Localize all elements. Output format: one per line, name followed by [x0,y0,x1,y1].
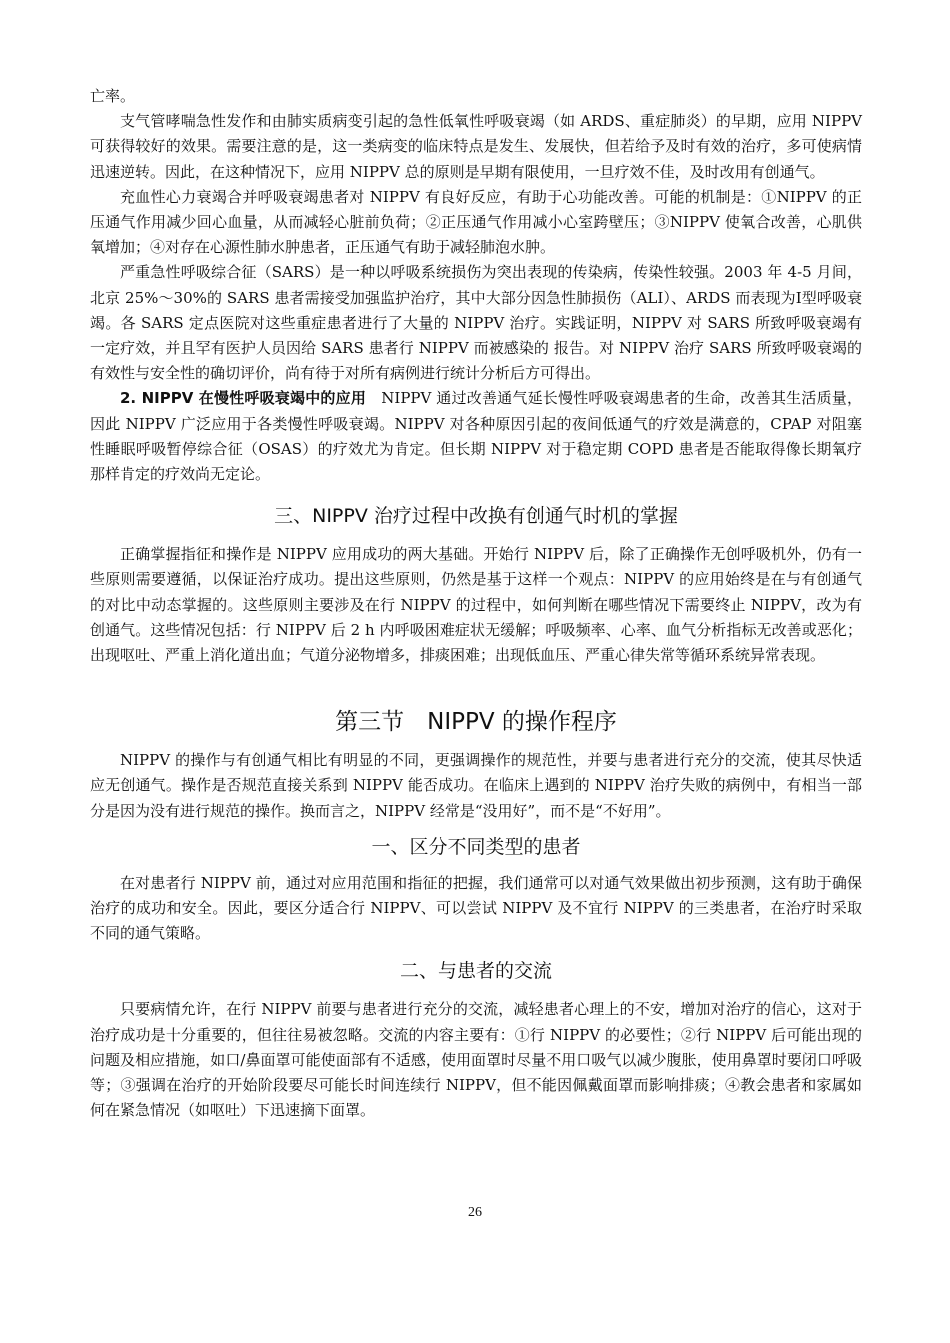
paragraph: 严重急性呼吸综合征（SARS）是一种以呼吸系统损伤为突出表现的传染病，传染性较强。2003 年 4-5 月间，北京 25%～30%的 SARS 患者需接受加强监护治疗，其中大部分因急性肺损伤（ALI）、ARDS 而表现为Ⅰ型呼吸衰竭。各 SARS 定点医院对这些重症患者进行了大量的 NIPPV 治疗。实践证明，NIPPV 对 SARS 所致呼吸衰竭有一定疗效，并且罕有医护人员因给 SARS 患者行 NIPPV 而被感染的 报告。对 NIPPV 治疗 SARS 所致呼吸衰竭的有效性与安全性的确切评价，尚有待于对所有病例进行统计分析后方可得出。 [90,263,862,383]
section-heading: 一、区分不同类型的患者 [371,835,581,858]
paragraph: NIPPV 的操作与有创通气相比有明显的不同，更强调操作的规范性，并要与患者进行充分的交流，使其尽快适应无创通气。操作是否规范直接关系到 NIPPV 能否成功。在临床上遇到的 NIPPV 治疗失败的病例中，有相当一部分是因为没有进行规范的操作。换而言之，NIPPV 经常是“没用好”，而不是“不好用”。 [90,751,862,820]
page-content [90,84,862,1124]
section-heading: 二、与患者的交流 [399,960,552,983]
paragraph: 支气管哮喘急性发作和由肺实质病变引起的急性低氧性呼吸衰竭（如 ARDS、重症肺炎）的早期，应用 NIPPV 可获得较好的效果。需要注意的是，这一类病变的临床特点是发生、发展快，但若给予及时有效的治疗，多可使病情迅速逆转。因此，在这种情况下，应用 NIPPV 总的原则是早期有限使用，一旦疗效不佳，及时改用有创通气。 [90,112,862,181]
paragraph-text: NIPPV 通过改善通气延长慢性呼吸衰竭患者的生命，改善其生活质量，因此 NIPPV 广泛应用于各类慢性呼吸衰竭。NIPPV 对各种原因引起的夜间低通气的疗效是满意的，CPAP 对阻塞性睡眠呼吸暂停综合征（OSAS）的疗效尤为肯定。但长期 NIPPV 对于稳定期 COPD 患者是否能取得像长期氧疗那样肯定的疗效尚无定论。 [90,389,862,484]
paragraph: 亡率。 [90,87,136,105]
page-number: 26 [468,1205,482,1220]
paragraph-lead: 2. NIPPV 在慢性呼吸衰竭中的应用 [120,389,367,408]
section-heading: 三、NIPPV 治疗过程中改换有创通气时机的掌握 [274,505,678,528]
paragraph-chronic-respiratory-failure [90,386,862,487]
chapter-section-title: 第三节 NIPPV 的操作程序 [335,709,617,736]
paragraph: 充血性心力衰竭合并呼吸衰竭患者对 NIPPV 有良好反应，有助于心功能改善。可能的机制是：①NIPPV 的正压通气作用减少回心血量，从而减轻心脏前负荷；②正压通气作用减小心室跨壁压；③NIPPV 使氧合改善，心肌供氧增加；④对存在心源性肺水肿患者，正压通气有助于减轻肺泡水肿。 [90,187,862,257]
paragraph: 只要病情允许，在行 NIPPV 前要与患者进行充分的交流，减轻患者心理上的不安，增加对治疗的信心，这对于治疗成功是十分重要的，但往往易被忽略。交流的内容主要有：①行 NIPPV 的必要性；②行 NIPPV 后可能出现的问题及相应措施，如口/鼻面罩可能使面部有不适感，使用面罩时尽量不用口吸气以减少腹胀，使用鼻罩时要闭口呼吸等；③强调在治疗的开始阶段要尽可能长时间连续行 NIPPV，但不能因佩戴面罩而影响排痰；④教会患者和家属如何在紧急情况（如呕吐）下迅速摘下面罩。 [90,1000,862,1120]
paragraph: 在对患者行 NIPPV 前，通过对应用范围和指征的把握，我们通常可以对通气效果做出初步预测，这有助于确保治疗的成功和安全。因此，要区分适合行 NIPPV、可以尝试 NIPPV 及不宜行 NIPPV 的三类患者，在治疗时采取不同的通气策略。 [90,873,862,943]
paragraph: 正确掌握指征和操作是 NIPPV 应用成功的两大基础。开始行 NIPPV 后，除了正确操作无创呼吸机外，仍有一些原则需要遵循，以保证治疗成功。提出这些原则，仍然是基于这样一个观点：NIPPV 的应用始终是在与有创通气的对比中动态掌握的。这些原则主要涉及在行 NIPPV 的过程中，如何判断在哪些情况下需要终止 NIPPV，改为有创通气。这些情况包括：行 NIPPV 后 2 h 内呼吸困难症状无缓解；呼吸频率、心率、血气分析指标无改善或恶化；出现呕吐、严重上消化道出血；气道分泌物增多，排痰困难；出现低血压、严重心律失常等循环系统异常表现。 [90,545,862,665]
